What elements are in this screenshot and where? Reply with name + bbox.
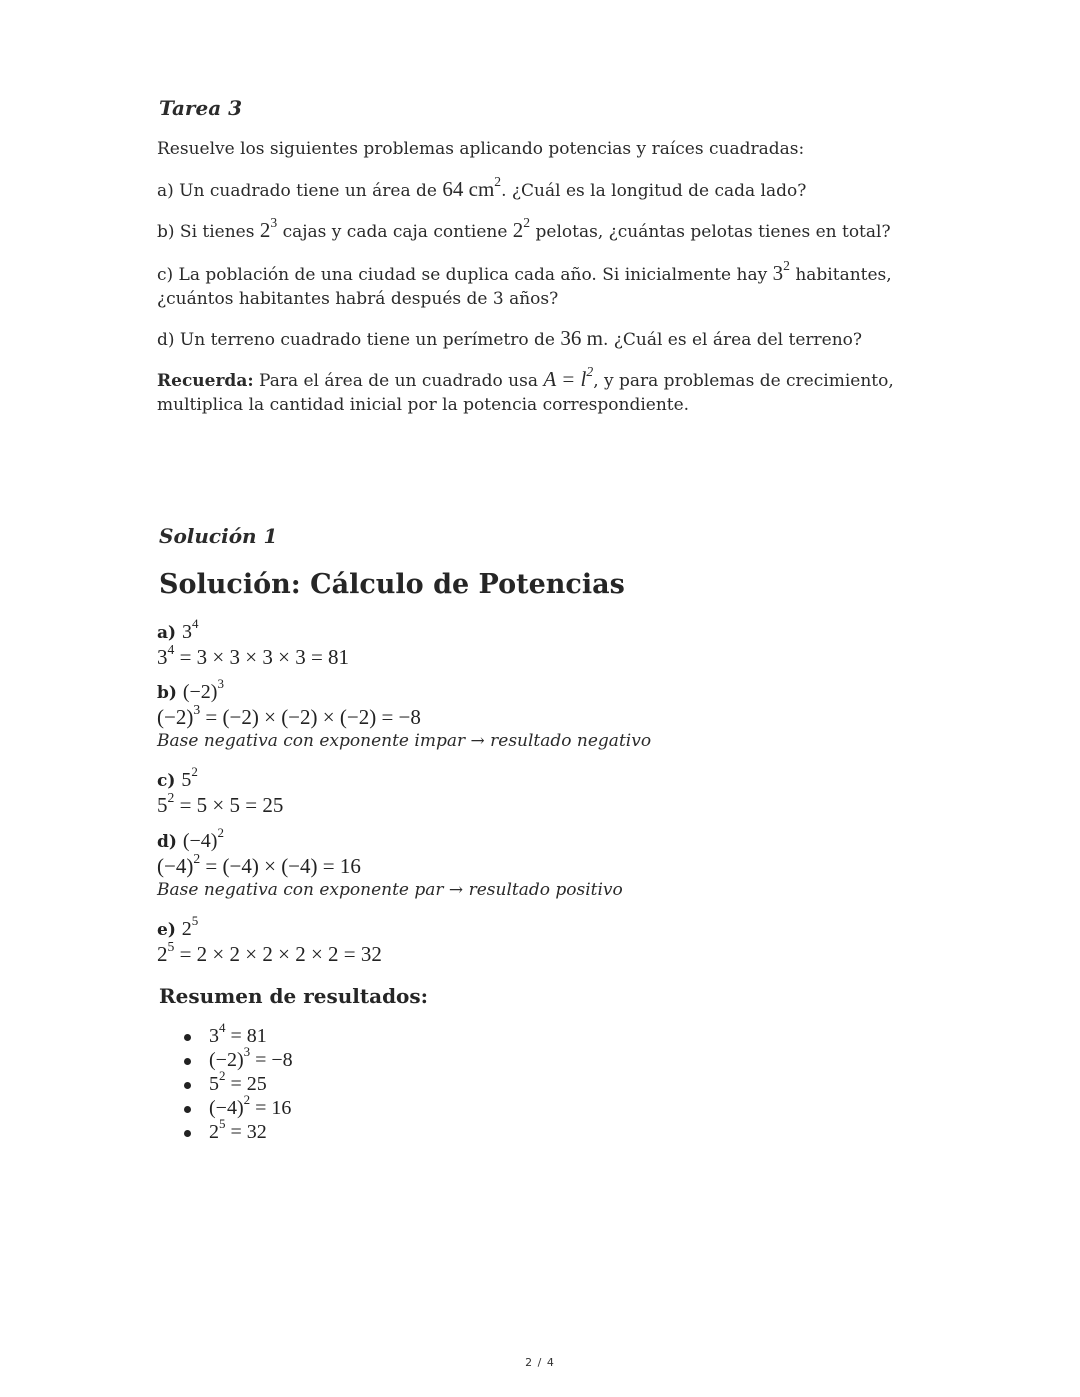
solution-heading: Solución: Cálculo de Potencias xyxy=(159,569,625,600)
task-title: Tarea 3 xyxy=(159,96,243,120)
problem-b: b) Si tienes $2^3$ cajas y cada caja contiene $2^2$ pelotas, ¿cuántas pelotas tienes en total? xyxy=(157,214,891,242)
solution-item-a: a) $3^4$ $3^4 = 3 \times 3 \times 3 \times 3 = 81$ xyxy=(157,616,350,669)
solution-title: Solución 1 xyxy=(159,524,278,548)
summary-title: Resumen de resultados: xyxy=(159,984,429,1008)
list-item: $3^4 = 81$ xyxy=(180,1024,293,1048)
list-item: $(-4)^2 = 16$ xyxy=(180,1096,293,1120)
problem-d: d) Un terreno cuadrado tiene un perímetro de 36 m. ¿Cuál es el área del terreno? xyxy=(157,326,863,350)
solution-note-b: Base negativa con exponente impar → resultado negativo xyxy=(157,731,652,751)
problem-c: c) La población de una ciudad se duplica cada año. Si inicialmente hay $3^2$ habitantes, ¿cuántos habitantes habrá después de 3 años? xyxy=(157,257,892,309)
reminder-note: Recuerda: Para el área de un cuadrado usa $A = l^2$, y para problemas de crecimiento, multiplica la cantidad inicial por la potencia correspondiente. xyxy=(157,363,894,415)
list-item: $2^5 = 32$ xyxy=(180,1120,293,1144)
solution-item-e: e) $2^5$ $2^5 = 2 \times 2 \times 2 \times 2 \times 2 = 32$ xyxy=(157,913,382,966)
list-item: $5^2 = 25$ xyxy=(180,1072,293,1096)
solution-note-d: Base negativa con exponente par → resultado positivo xyxy=(157,880,623,900)
page-number: 2 / 4 xyxy=(525,1356,555,1369)
task-intro: Resuelve los siguientes problemas aplicando potencias y raíces cuadradas: xyxy=(157,139,805,159)
solution-item-c: c) $5^2$ $5^2 = 5 \times 5 = 25$ xyxy=(157,764,284,817)
list-item: $(-2)^3 = -8$ xyxy=(180,1048,293,1072)
solution-item-d: d) $(-4)^2$ $(-4)^2 = (-4) \times (-4) = 16$ Base negativa con exponente par → resultado positivo xyxy=(157,825,623,900)
problem-a: a) Un cuadrado tiene un área de 64 $cm^2$. ¿Cuál es la longitud de cada lado? xyxy=(157,173,807,201)
summary-list xyxy=(180,1020,293,1144)
solution-item-b: b) $(-2)^3$ $(-2)^3 = (-2) \times (-2) \times (-2) = -8$ Base negativa con exponente impar → resultado negativo xyxy=(157,676,652,751)
